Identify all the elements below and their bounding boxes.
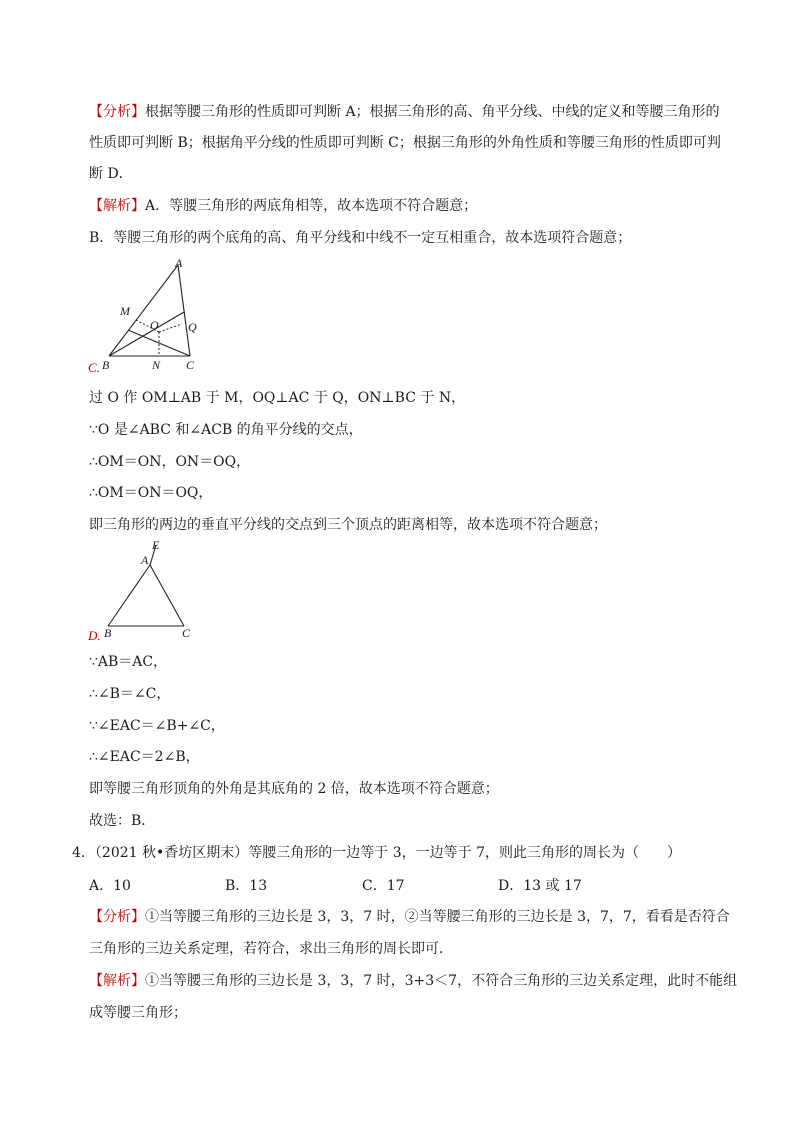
analysis2-line-1: 【分析】①当等腰三角形的三边长是 3，3，7 时，②当等腰三角形的三边长是 3，7，7，看看是否符合	[89, 909, 730, 925]
analysis-line-2: 性质即可判断 B；根据角平分线的性质即可判断 C；根据三角形的外角性质和等腰三角形的性质即可判	[89, 135, 721, 151]
step-d-1: ∵AB＝AC，	[89, 654, 168, 670]
solution-tag: 【解析】	[89, 198, 145, 214]
step-c-1: 过 O 作 OM⊥AB 于 M，OQ⊥AC 于 Q，ON⊥BC 于 N，	[89, 390, 466, 406]
solution2-tag: 【解析】	[89, 973, 145, 989]
solution2-line-2: 成等腰三角形；	[89, 1005, 187, 1021]
analysis-tag: 【分析】	[89, 104, 145, 120]
label-A2: A	[141, 553, 149, 567]
label-B2: B	[104, 626, 112, 640]
step-d-5: 即等腰三角形顶角的外角是其底角的 2 倍，故本选项不符合题意；	[89, 781, 499, 797]
label-Q: Q	[188, 320, 197, 334]
label-E: E	[152, 538, 160, 552]
label-C2: C	[182, 626, 191, 640]
step-c-2: ∵O 是∠ABC 和∠ACB 的角平分线的交点，	[89, 422, 363, 438]
figure2-prefix: D.	[88, 628, 101, 643]
question-text: （2021 秋•香坊区期末）等腰三角形的一边等于 3，一边等于 7，则此三角形的周长为（ ）	[94, 845, 681, 861]
figure1-prefix: C.	[88, 360, 100, 375]
option-b: B．13	[225, 878, 268, 894]
analysis2-line-2: 三角形的三边关系定理，若符合，求出三角形的周长即可．	[89, 941, 453, 957]
step-d-6: 故选：B．	[89, 813, 156, 829]
step-c-4: ∴OM＝ON＝OQ，	[89, 485, 213, 501]
analysis2-tag: 【分析】	[89, 909, 145, 925]
solution-line-b: B．等腰三角形的两个底角的高、角平分线和中线不一定互相重合，故本选项符合题意；	[89, 230, 632, 246]
label-O: O	[150, 318, 159, 332]
step-c-3: ∴OM＝ON，ON＝OQ，	[89, 454, 251, 470]
label-C: C	[186, 358, 195, 372]
step-c-5: 即三角形的两边的垂直平分线的交点到三个顶点的距离相等，故本选项不符合题意；	[89, 517, 607, 533]
step-d-2: ∴∠B＝∠C，	[89, 686, 171, 702]
question-number: 4．	[72, 845, 95, 861]
solution2-line-1: 【解析】①当等腰三角形的三边长是 3，3，7 时，3+3＜7，不符合三角形的三边关系定理，此时不能组	[89, 973, 738, 989]
option-d: D．13 或 17	[498, 878, 582, 894]
question-4	[72, 843, 681, 863]
label-M: M	[120, 304, 130, 318]
solution-line-a: 【解析】A．等腰三角形的两底角相等，故本选项不符合题意；	[89, 198, 478, 214]
analysis-line-3: 断 D．	[89, 166, 133, 182]
label-B: B	[102, 358, 110, 372]
step-d-4: ∴∠EAC＝2∠B，	[89, 749, 200, 765]
step-d-3: ∵∠EAC＝∠B+∠C，	[89, 718, 225, 734]
isosceles-triangle-diagram	[98, 540, 208, 640]
analysis-line-1: 【分析】根据等腰三角形的性质即可判断 A；根据三角形的高、角平分线、中线的定义和等腰三角形的	[89, 104, 720, 120]
label-N: N	[152, 358, 161, 372]
option-a: A．10	[89, 878, 131, 894]
label-A: A	[175, 256, 183, 270]
option-c: C．17	[362, 878, 405, 894]
